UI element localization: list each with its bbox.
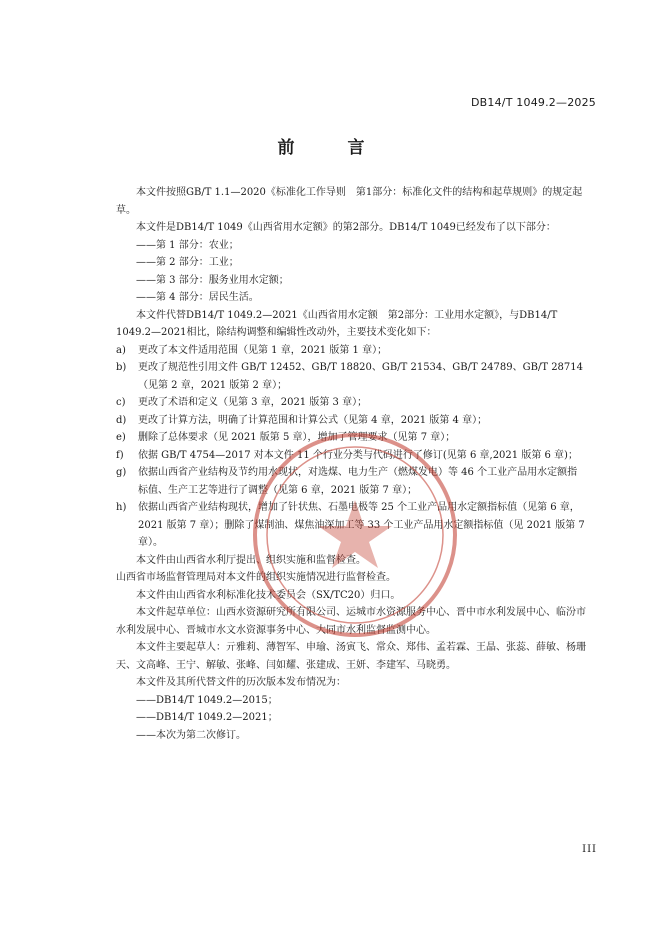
history-item: ——DB14/T 1049.2—2021； xyxy=(136,712,278,723)
change-text: 更改了计算方法，明确了计算范围和计算公式（见第 4 章，2021 版第 4 章）； xyxy=(138,414,488,426)
change-item xyxy=(116,429,586,447)
change-text: 依据山西省产业结构及节约用水现状，对选煤、电力生产（燃煤发电）等 46 个工业产品用水定额指标值、生产工艺等进行了调整（见第 6 章，2021 版第 7 章）； xyxy=(138,467,578,496)
paragraph-history-intro: 本文件及其所代替文件的历次版本发布情况为： xyxy=(136,677,346,688)
change-item xyxy=(116,359,586,394)
change-marker: e) xyxy=(116,432,126,443)
change-marker: c) xyxy=(116,397,126,408)
change-text: 更改了术语和定义（见第 3 章，2021 版第 3 章）； xyxy=(138,397,368,408)
paragraph-replaces: 本文件代替DB14/T 1049.2—2021《山西省用水定额 第2部分：工业用水定额》，与DB14/T 1049.2—2021相比，除结构调整和编辑性改动外，主要技术变化如下： xyxy=(116,309,558,338)
paragraph-drafting-rules: 本文件按照GB/T 1.1—2020《标准化工作导则 第1部分：标准化文件的结构和起草规则》的规定起草。 xyxy=(116,187,583,216)
paragraph-committee: 本文件由山西省水利标准化技术委员会（SX/TC20）归口。 xyxy=(136,589,401,601)
document-code: DB14/T 1049.2—2025 xyxy=(470,96,596,109)
page-number: III xyxy=(582,844,597,855)
paragraph-part-of-series: 本文件是DB14/T 1049《山西省用水定额》的第2部分。DB14/T 1049已经发布了以下部分： xyxy=(136,222,556,233)
change-item xyxy=(116,499,586,552)
paragraph-drafters: 本文件主要起草人：亓雅莉、薄智军、申瑜、汤寅飞、常众、郑伟、孟若霖、王晶、张蕊、薛敏、杨珊天、文高峰、王宁、解敏、张峰、闫如耀、张建成、王妍、李建军、马晓勇。 xyxy=(116,642,586,671)
history-item: ——本次为第二次修订。 xyxy=(136,729,246,741)
change-item xyxy=(116,342,586,360)
part-item: ——第 2 部分：工业； xyxy=(136,257,239,268)
change-item xyxy=(116,412,586,430)
paragraph-proposer: 本文件由山西省水利厅提出、组织实施和监督检查。 xyxy=(136,554,366,566)
change-marker: f) xyxy=(116,449,124,461)
change-marker: b) xyxy=(116,362,127,373)
change-marker: h) xyxy=(116,502,127,513)
change-item xyxy=(116,464,586,499)
change-item xyxy=(116,447,586,465)
change-text: 删除了总体要求（见 2021 版第 5 章），增加了管理要求（见第 7 章）； xyxy=(138,432,456,443)
change-item xyxy=(116,394,586,412)
part-item: ——第 4 部分：居民生活。 xyxy=(136,292,259,303)
paragraph-supervision: 山西省市场监督管理局对本文件的组织实施情况进行监督检查。 xyxy=(116,572,396,583)
preface-body xyxy=(116,184,586,744)
change-marker: g) xyxy=(116,467,127,478)
change-text: 更改了规范性引用文件 GB/T 12452、GB/T 18820、GB/T 21534、GB/T 24789、GB/T 28714（见第 2 章，2021 版第 2 章）； xyxy=(138,362,584,391)
change-text: 依据 GB/T 4754—2017 对本文件 11 个行业分类与代码进行了修订(见第 6 章,2021 版第 6 章)； xyxy=(138,449,578,461)
change-marker: a) xyxy=(116,344,126,356)
paragraph-drafting-units: 本文件起草单位：山西水资源研究所有限公司、运城市水资源服务中心、晋中市水利发展中心、临汾市水利发展中心、晋城市水文水资源事务中心、大同市水利监督监测中心。 xyxy=(116,607,586,636)
page-title: 前 言 xyxy=(277,138,383,158)
part-item: ——第 3 部分：服务业用水定额； xyxy=(136,274,289,286)
change-text: 更改了本文件适用范围（见第 1 章，2021 版第 1 章）； xyxy=(138,344,388,356)
part-item: ——第 1 部分：农业； xyxy=(136,239,239,251)
history-item: ——DB14/T 1049.2—2015； xyxy=(136,694,278,706)
change-text: 依据山西省产业结构现状，增加了针状焦、石墨电极等 25 个工业产品用水定额指标值（见第 6 章，2021 版第 7 章）；删除了煤制油、煤焦油深加工等 33 个工业产品用水定额指标值（见 2021 版第 7 章）。 xyxy=(138,502,585,548)
change-marker: d) xyxy=(116,414,127,426)
